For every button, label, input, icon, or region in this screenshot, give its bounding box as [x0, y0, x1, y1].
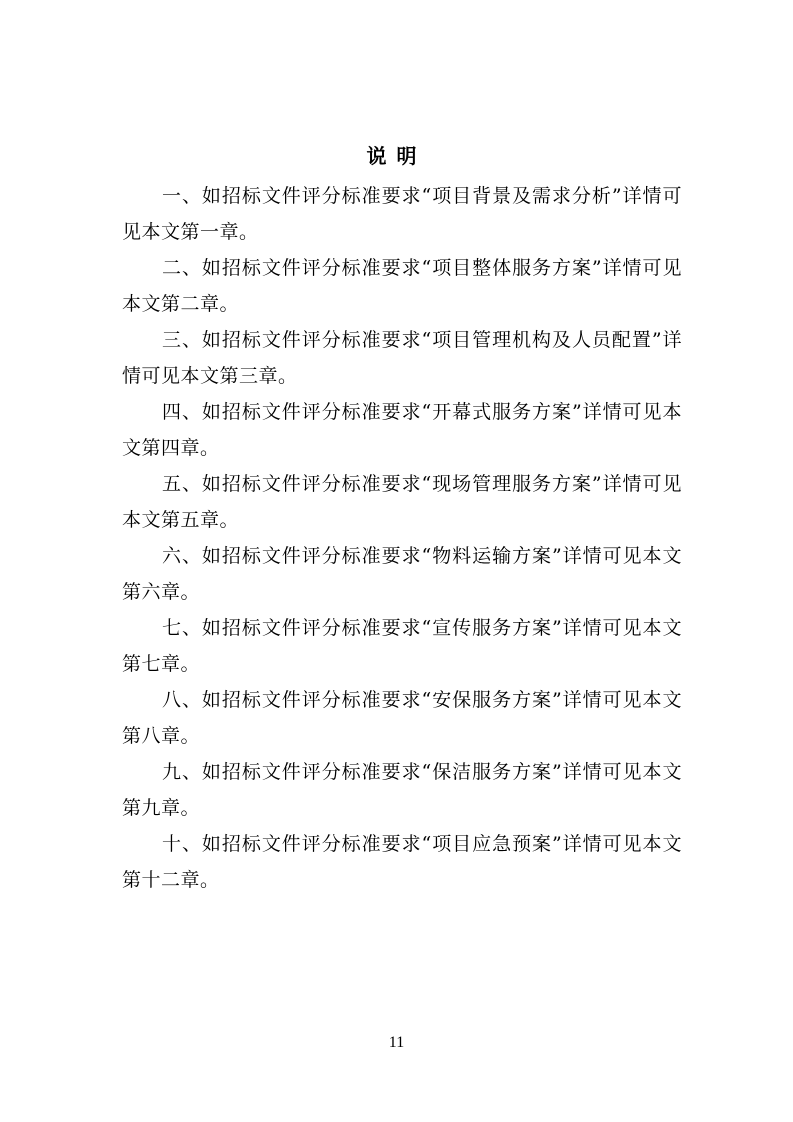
paragraph-2: 二、如招标文件评分标准要求“项目整体服务方案”详情可见本文第二章。 — [122, 257, 682, 315]
paragraph-1: 一、如招标文件评分标准要求“项目背景及需求分析”详情可见本文第一章。 — [122, 185, 682, 243]
explanation-body — [122, 178, 682, 898]
page-title: 说明 — [366, 144, 427, 168]
paragraph-4: 四、如招标文件评分标准要求“开幕式服务方案”详情可见本文第四章。 — [122, 401, 682, 459]
paragraph-7: 七、如招标文件评分标准要求“宣传服务方案”详情可见本文第七章。 — [122, 617, 682, 675]
paragraph-8: 八、如招标文件评分标准要求“安保服务方案”详情可见本文第八章。 — [122, 689, 682, 747]
paragraph-10: 十、如招标文件评分标准要求“项目应急预案”详情可见本文第十二章。 — [122, 833, 682, 891]
page-number: 11 — [388, 1034, 405, 1051]
paragraph-5: 五、如招标文件评分标准要求“现场管理服务方案”详情可见本文第五章。 — [122, 473, 682, 531]
paragraph-6: 六、如招标文件评分标准要求“物料运输方案”详情可见本文第六章。 — [122, 545, 682, 603]
paragraph-9: 九、如招标文件评分标准要求“保洁服务方案”详情可见本文第九章。 — [122, 761, 682, 819]
paragraph-3: 三、如招标文件评分标准要求“项目管理机构及人员配置”详情可见本文第三章。 — [122, 329, 682, 387]
